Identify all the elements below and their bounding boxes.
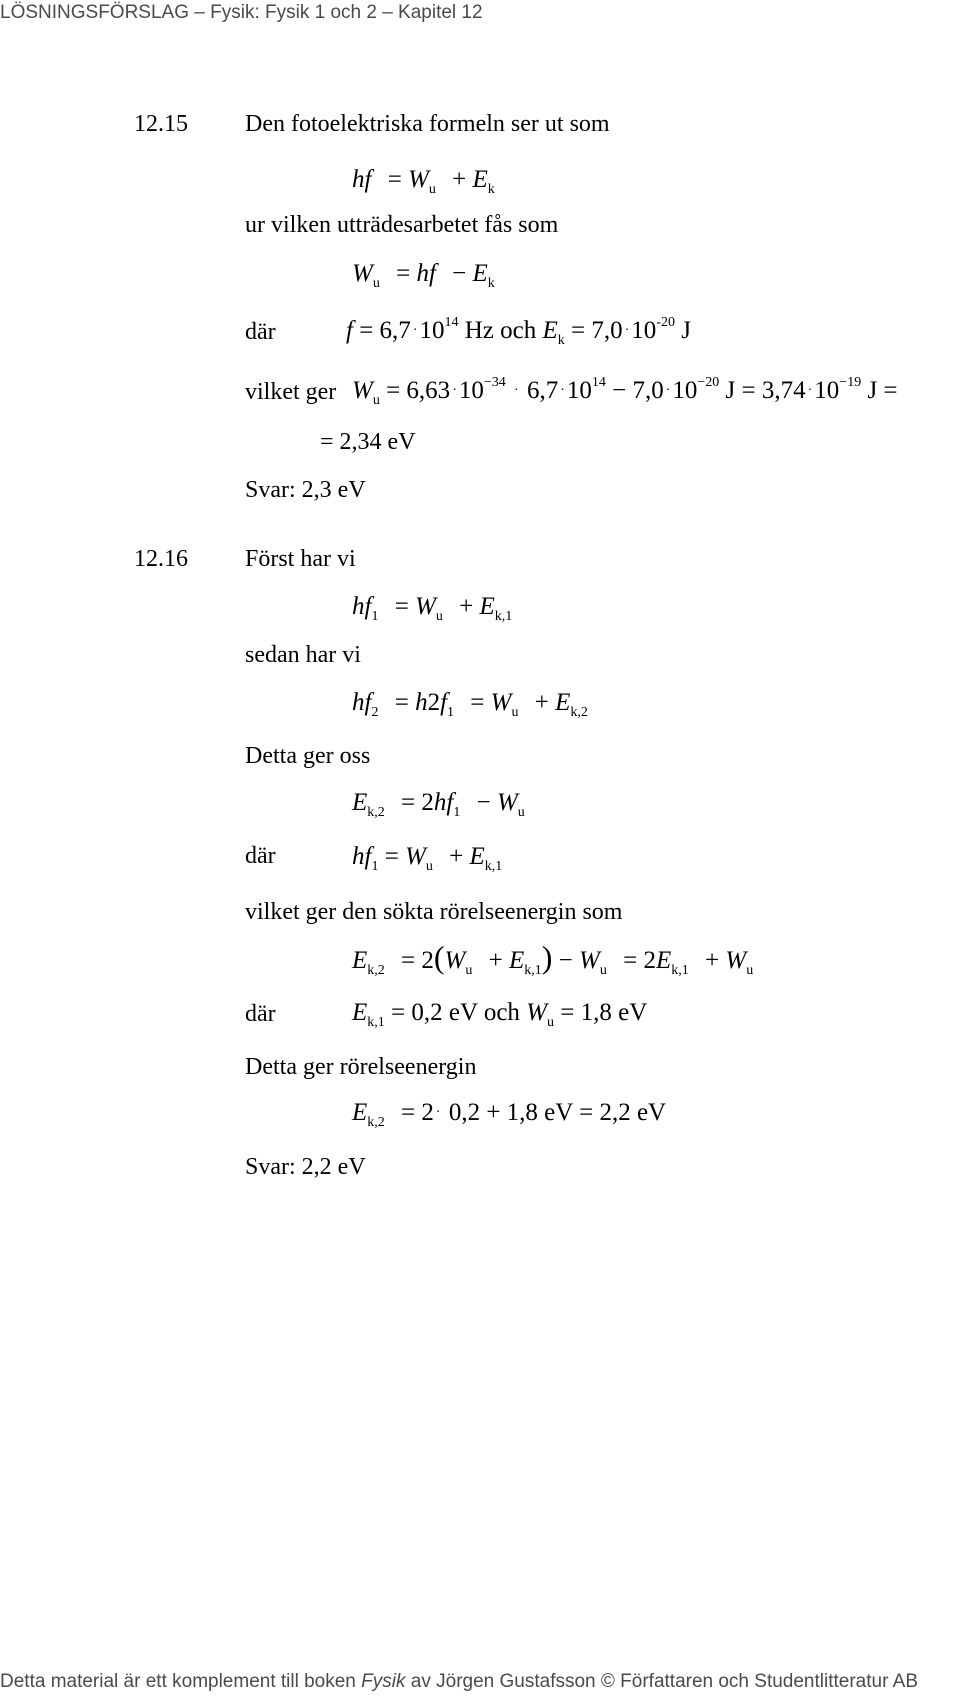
page-header: LÖSNINGSFÖRSLAG – Fysik: Fysik 1 och 2 – Kapitel 12 (0, 2, 483, 23)
answer: Svar: 2,3 eV (245, 477, 366, 503)
intro-text: Först har vi (245, 546, 356, 572)
equation-6: $E_{k,1} = 0,2$ eV och $W_u = 1,8$ eV (352, 999, 648, 1030)
equation-7: $E_{k,2} = 2 \cdot 0,2 + 1,8$ eV = 2,2 eV (352, 1099, 667, 1130)
text-line: Detta ger rörelseenergin (245, 1054, 477, 1080)
answer: Svar: 2,2 eV (245, 1154, 366, 1180)
dar-label: där (245, 1001, 276, 1027)
text-line: vilket ger den sökta rörelseenergin som (245, 899, 623, 925)
footer-book-title: Fysik (361, 1671, 406, 1692)
text-line: sedan har vi (245, 642, 361, 668)
equation-5: $E_{k,2} = 2(W_u + E_{k,1}) - W_u = 2E_{k,1} + W_u$ (352, 939, 754, 978)
text-line: Detta ger oss (245, 743, 371, 769)
text-line: ur vilken utträdesarbetet fås som (245, 212, 559, 238)
vilket-ger-label: vilket ger (245, 379, 337, 405)
problem-number: 12.15 (134, 111, 188, 137)
footer-text: Detta material är ett komplement till boken (0, 1671, 362, 1692)
problem-number: 12.16 (134, 546, 188, 572)
page-footer (0, 1671, 918, 1693)
result: = 2,34 eV (320, 429, 416, 455)
given-values: $f = 6,7 \cdot 10^{14}$ Hz och $E_k = 7,0 \cdot 10^{-20}$ J (346, 315, 691, 348)
dar-label: där (245, 843, 276, 869)
equation-4: $hf_1 = W_u + E_{k,1}$ (352, 843, 503, 874)
equation-2: $hf_2 = h2f_1 = W_u + E_{k,2}$ (352, 689, 588, 720)
intro-text: Den fotoelektriska formeln ser ut som (245, 111, 610, 137)
equation-photoelectric: hf = $W_u + E_k$ (352, 166, 495, 197)
equation-1: $hf_1 = W_u + E_{k,1}$ (352, 593, 513, 624)
footer-credit: av Jörgen Gustafsson © Författaren och Studentlitteratur AB (405, 1671, 918, 1692)
equation-work-function: $W_u$ = hf − $E_k$ (352, 260, 495, 291)
dar-label: där (245, 319, 276, 345)
equation-3: $E_{k,2} = 2hf_1 - W_u$ (352, 789, 525, 820)
calculation: $W_u = 6,63 \cdot 10^{-34} \cdot 6,7 \cdot 10^{14} - 7,0 \cdot 10^{-20}$ $J = 3,74 \cdot 10^{-19}$ J = (352, 375, 898, 408)
